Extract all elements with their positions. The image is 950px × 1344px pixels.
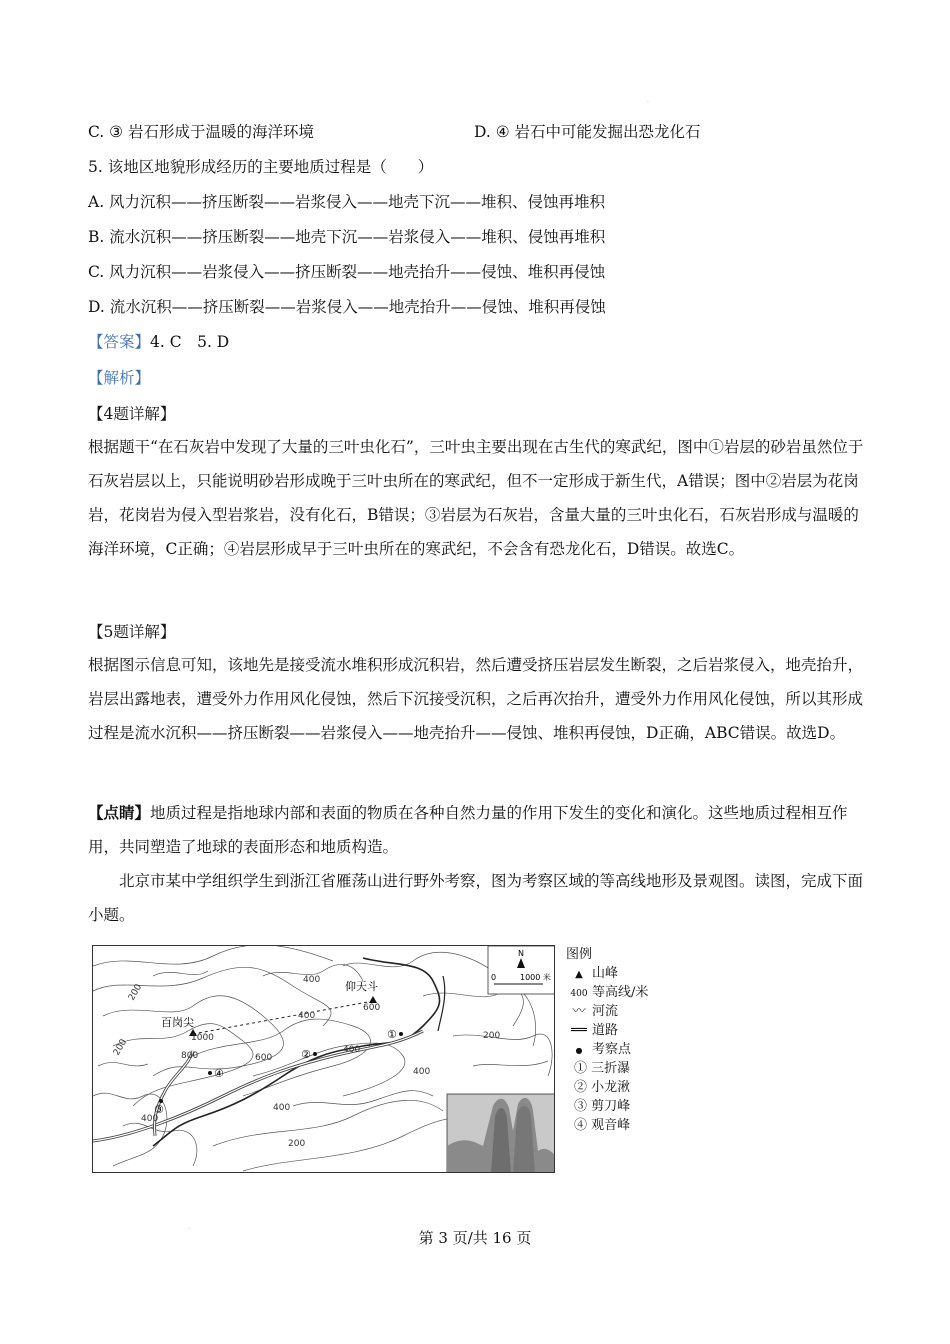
q5-stem: 5. 该地区地貌形成经历的主要地质过程是（ ） (88, 158, 434, 176)
contour-label: 400 (298, 1011, 316, 1021)
peak-label-yangtiandou: 仰天斗 (345, 980, 378, 993)
survey-point-label-4: ④ (214, 1067, 224, 1080)
contour-label: 200 (288, 1139, 306, 1149)
detail4-heading: 【4题详解】 (88, 405, 176, 423)
contour-label: 400 (343, 1045, 361, 1055)
survey-point-4 (208, 1071, 212, 1075)
detail4-body: 根据题干“在石灰岩中发现了大量的三叶虫化石”，三叶虫主要出现在古生代的寒武纪，图中①岩层的砂岩虽然位于石灰岩层以上，只能说明砂岩形成晚于三叶虫所在的寒武纪，但不一定形成于新生代，A错误；图中②岩层为花岗岩，花岗岩为侵入型岩浆岩，没有化石，B错误；③岩层为石灰岩，含量大量的三叶虫化石，石灰岩形成与温暖的海洋环境，C正确；④岩层形成早于三叶虫所在的寒武纪，不会含有恐龙化石，D错误。故选C。 (88, 438, 864, 558)
contour-label: 1000 (191, 1033, 214, 1043)
survey-point-2 (313, 1052, 317, 1056)
legend-contour-label: 等高线/米 (592, 985, 649, 1000)
north-label: N (518, 949, 524, 958)
detail5-heading: 【5题详解】 (88, 623, 176, 641)
legend-title: 图例 (566, 947, 593, 962)
legend-road-icon: ══ (571, 1023, 587, 1038)
legend-river-icon: 〰 (572, 1004, 586, 1019)
legend-contour-icon: 400 (570, 989, 588, 999)
contour-label: 400 (273, 1103, 291, 1113)
tip-tag: 【点睛】 (88, 803, 151, 822)
legend-point-1: ① 三折瀑 (574, 1061, 631, 1076)
q5-option-d[interactable]: D. 流水沉积——挤压断裂——岩浆侵入——地壳抬升——侵蚀、堆积再侵蚀 (88, 298, 606, 316)
intro-paragraph: 北京市某中学组织学生到浙江省雁荡山进行野外考察，图为考察区域的等高线地形及景观图。读图，完成下面小题。 (88, 872, 864, 924)
legend-item-contour (566, 983, 648, 1002)
landscape-photo (447, 1094, 555, 1173)
scale-label: 1000 米 (520, 973, 551, 982)
scan-dot-top: . (647, 97, 649, 104)
answer-text: 4. C 5. D (150, 333, 230, 351)
survey-point-label-2: ② (301, 1048, 311, 1061)
contour-label: 600 (363, 1003, 381, 1013)
scan-dot-bottom: . (188, 1224, 190, 1231)
contour-label: 400 (413, 1067, 431, 1077)
peak-label-baigangjian: 百岗尖 (161, 1016, 194, 1029)
contour-map-svg (93, 946, 555, 1173)
contour-label: 200 (483, 1031, 501, 1041)
q4-option-c[interactable]: C. ③ 岩石形成于温暖的海洋环境 (88, 123, 314, 141)
survey-point-label-1: ① (387, 1028, 397, 1041)
contour-label: 800 (181, 1051, 199, 1061)
detail5-body: 根据图示信息可知，该地先是接受流水堆积形成沉积岩，然后遭受挤压岩层发生断裂，之后岩浆侵入，地壳抬升，岩层出露地表，遭受外力作用风化侵蚀，然后下沉接受沉积，之后再次抬升，遭受外力作用风化侵蚀，所以其形成过程是流水沉积——挤压断裂——岩浆侵入——地壳抬升——侵蚀、堆积再侵蚀，D正确，ABC错误。故选D。 (88, 656, 864, 742)
ridge-dashed-line (193, 1001, 373, 1034)
legend-peak-icon: ▲ (575, 969, 583, 980)
analysis-tag: 【解析】 (88, 369, 151, 387)
legend-item-road (566, 1021, 648, 1040)
legend-peak-label: 山峰 (592, 966, 619, 981)
contour-label: 200 (111, 1037, 130, 1058)
survey-point-1 (399, 1032, 403, 1036)
tip-body: 地质过程是指地球内部和表面的物质在各种自然力量的作用下发生的变化和演化。这些地质过程相互作用，共同塑造了地球的表面形态和地质构造。 (88, 804, 848, 856)
page-footer: 第 3 页/共 16 页 (418, 1229, 532, 1247)
contour-map (92, 945, 555, 1173)
answer-line (88, 332, 229, 352)
contour-label: 400 (141, 1114, 159, 1124)
q5-option-c[interactable]: C. 风力沉积——岩浆侵入——挤压断裂——地壳抬升——侵蚀、堆积再侵蚀 (88, 263, 606, 281)
map-legend (566, 945, 648, 1135)
legend-point-2: ② 小龙湫 (574, 1080, 631, 1095)
legend-survey-icon: ● (575, 1046, 583, 1055)
scale-zero: 0 (491, 973, 497, 982)
legend-item-peak (566, 964, 648, 983)
q5-option-a[interactable]: A. 风力沉积——挤压断裂——岩浆侵入——地壳下沉——堆积、侵蚀再堆积 (88, 193, 606, 211)
survey-point-label-3: ③ (154, 1103, 164, 1116)
legend-item-river (566, 1002, 648, 1021)
legend-item-survey (566, 1040, 648, 1059)
legend-point-4: ④ 观音峰 (574, 1118, 631, 1133)
tip-paragraph (88, 796, 864, 864)
contour-label: 400 (303, 975, 321, 985)
q5-option-b[interactable]: B. 流水沉积——挤压断裂——地壳下沉——岩浆侵入——堆积、侵蚀再堆积 (88, 228, 606, 246)
contour-label: 200 (126, 982, 145, 1003)
legend-survey-label: 考察点 (592, 1042, 632, 1057)
answer-tag: 【答案】 (88, 333, 151, 351)
legend-point-3: ③ 剪刀峰 (574, 1099, 631, 1114)
legend-road-label: 道路 (592, 1023, 619, 1038)
contour-label: 600 (255, 1053, 273, 1063)
legend-river-label: 河流 (592, 1004, 619, 1019)
q4-option-d[interactable]: D. ④ 岩石中可能发掘出恐龙化石 (474, 123, 701, 141)
peak-marker-yangtiandou (369, 996, 377, 1003)
